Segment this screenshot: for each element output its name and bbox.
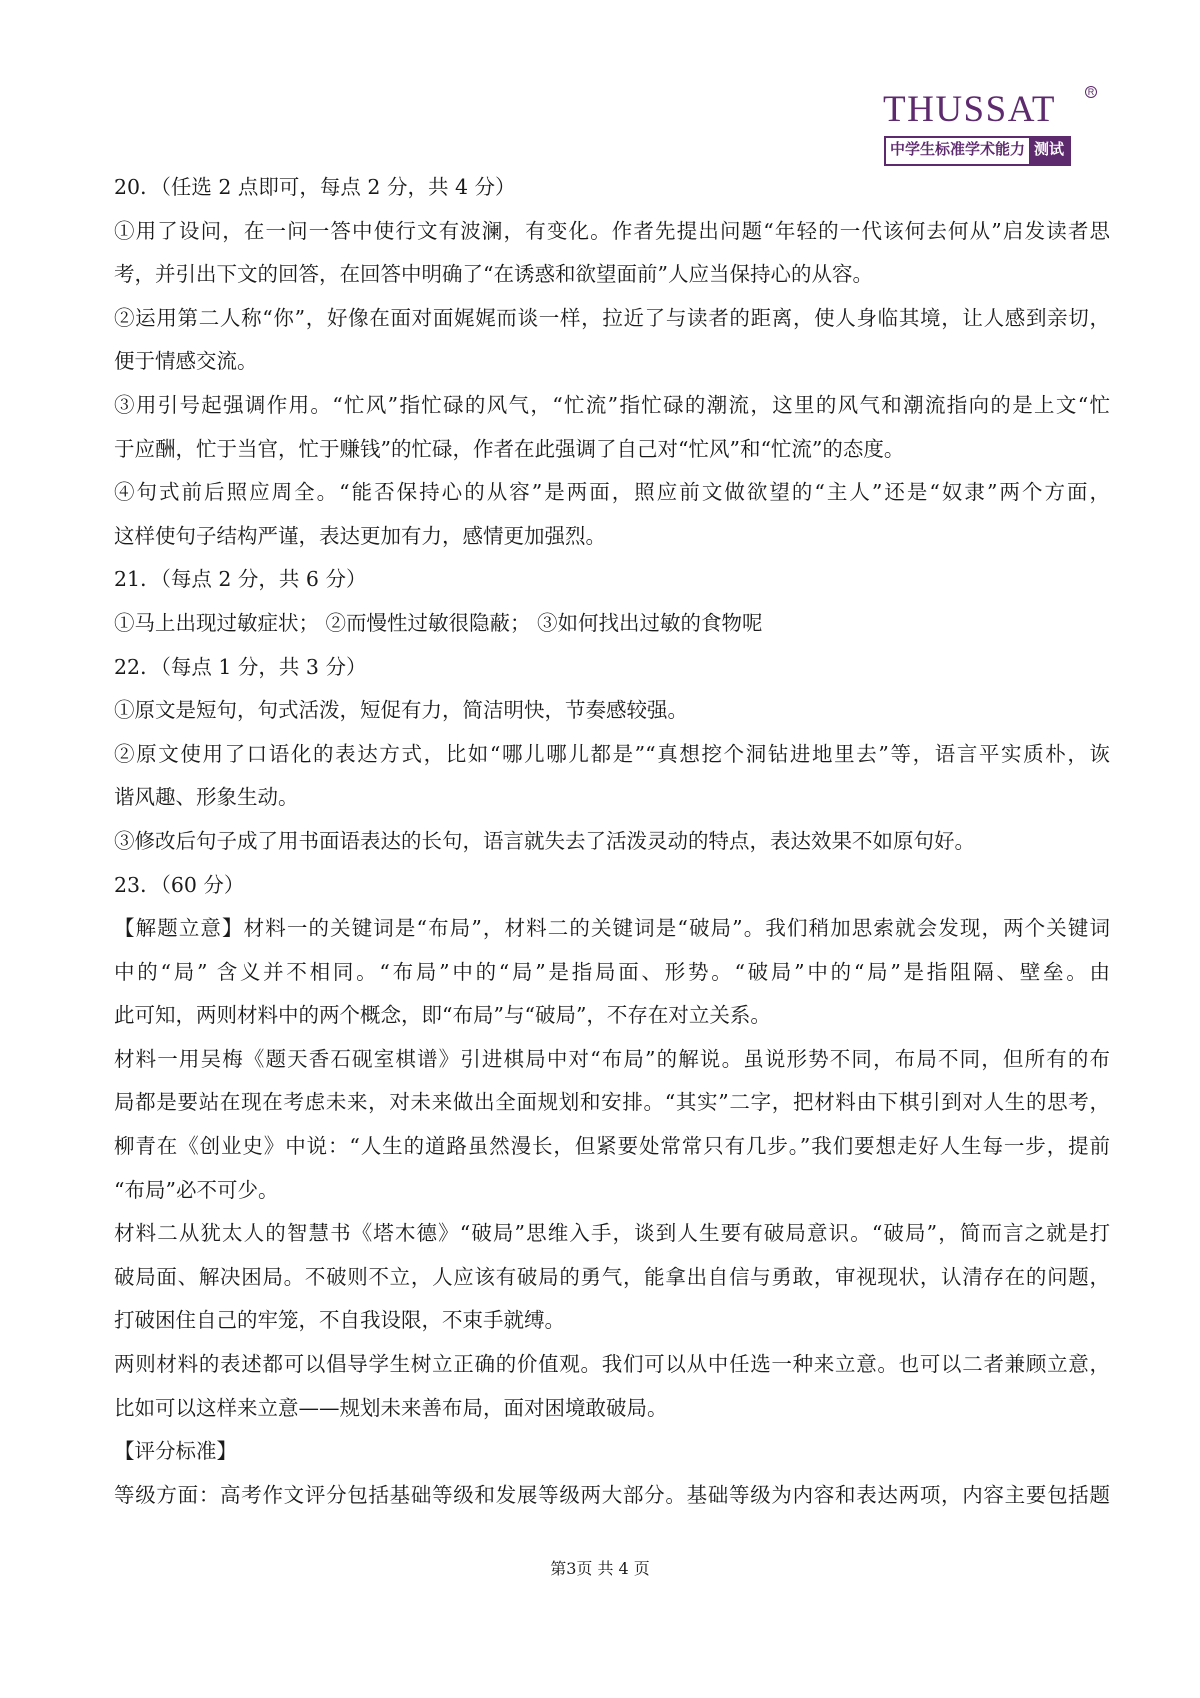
thussat-logo xyxy=(883,88,1093,164)
q20-heading: 20．（任选 2 点即可，每点 2 分，共 4 分） xyxy=(114,175,516,199)
text-line: 谐风趣、形象生动。 xyxy=(114,785,299,810)
registered-mark-icon: R xyxy=(1085,86,1097,98)
logo-wordmark: THUSSAT xyxy=(883,89,1056,130)
text-line: 材料一用吴梅《题天香石砚室棋谱》引进棋局中对“布局”的解说。虽说形势不同，布局不同，但所有的布 xyxy=(114,1046,1110,1071)
text-line: ②原文使用了口语化的表达方式，比如“哪儿哪儿都是”“真想挖个洞钻进地里去”等，语言平实质朴，诙 xyxy=(114,741,1110,766)
logo-tag: 测试 xyxy=(1029,138,1069,164)
text-line: 比如可以这样来立意——规划未来善布局，面对困境敢破局。 xyxy=(114,1395,668,1420)
text-line: 打破困住自己的牢笼，不自我设限，不束手就缚。 xyxy=(114,1308,565,1333)
text-line: ③修改后句子成了用书面语表达的长句，语言就失去了活泼灵动的特点，表达效果不如原句好。 xyxy=(114,828,975,853)
text-line: 考，并引出下文的回答，在回答中明确了“在诱惑和欲望面前”人应当保持心的从容。 xyxy=(114,262,873,287)
q22-heading: 22．（每点 1 分，共 3 分） xyxy=(114,654,367,679)
text-line: 局都是要站在现在考虑未来，对未来做出全面规划和安排。“其实”二字，把材料由下棋引到对人生的思考， xyxy=(114,1090,1110,1115)
text-line: 破局面、解决困局。不破则不立，人应该有破局的勇气，能拿出自信与勇敢，审视现状，认清存在的问题， xyxy=(114,1264,1110,1289)
text-line: 这样使句子结构严谨，表达更加有力，感情更加强烈。 xyxy=(114,523,606,548)
text-line: 于应酬，忙于当官，忙于赚钱”的忙碌，作者在此强调了自己对“忙风”和“忙流”的态度。 xyxy=(114,436,905,461)
text-line: ①用了设问，在一问一答中使行文有波澜，有变化。作者先提出问题“年轻的一代该何去何从”启发读者思 xyxy=(114,218,1110,243)
q21-heading: 21．（每点 2 分，共 6 分） xyxy=(114,567,367,592)
page-footer: 第3页 共 4 页 xyxy=(550,1559,650,1578)
text-line: ①原文是短句，句式活泼，短促有力，简洁明快，节奏感较强。 xyxy=(114,698,688,723)
answer-content xyxy=(114,166,1110,1517)
text-line: ③用引号起强调作用。“忙风”指忙碌的风气，“忙流”指忙碌的潮流，这里的风气和潮流指向的是上文“忙 xyxy=(114,392,1110,417)
q23-heading: 23．（60 分） xyxy=(114,872,245,897)
text-line: 【解题立意】材料一的关键词是“布局”，材料二的关键词是“破局”。我们稍加思索就会发现，两个关键词 xyxy=(114,916,1110,941)
text-line: ②运用第二人称“你”，好像在面对面娓娓而谈一样，拉近了与读者的距离，使人身临其境，让人感到亲切， xyxy=(114,305,1110,330)
text-line: 此可知，两则材料中的两个概念，即“布局”与“破局”，不存在对立关系。 xyxy=(114,1003,771,1028)
text-line: 中的“局” 含义并不相同。“布局”中的“局”是指局面、形势。“破局”中的“局”是指阻隔、壁垒。由 xyxy=(114,959,1110,984)
logo-subtitle-box xyxy=(884,136,1071,166)
section-heading: 【评分标准】 xyxy=(114,1439,237,1464)
text-line: ④句式前后照应周全。“能否保持心的从容”是两面，照应前文做欲望的“主人”还是“奴隶”两个方面， xyxy=(114,480,1110,505)
text-line: 便于情感交流。 xyxy=(114,349,258,374)
logo-subtitle: 中学生标准学术能力 xyxy=(886,138,1029,164)
text-line: “布局”必不可少。 xyxy=(114,1177,279,1202)
text-line: 柳青在《创业史》中说：“人生的道路虽然漫长，但紧要处常常只有几步。”我们要想走好人生每一步，提前 xyxy=(114,1134,1110,1159)
text-line: 两则材料的表述都可以倡导学生树立正确的价值观。我们可以从中任选一种来立意。也可以二者兼顾立意， xyxy=(114,1352,1110,1377)
text-line: ①马上出现过敏症状； ②而慢性过敏很隐蔽； ③如何找出过敏的食物呢 xyxy=(114,610,763,635)
text-line: 等级方面：高考作文评分包括基础等级和发展等级两大部分。基础等级为内容和表达两项，内容主要包括题 xyxy=(114,1482,1110,1507)
text-line: 材料二从犹太人的智慧书《塔木德》“破局”思维入手，谈到人生要有破局意识。“破局”，简而言之就是打 xyxy=(114,1221,1110,1246)
